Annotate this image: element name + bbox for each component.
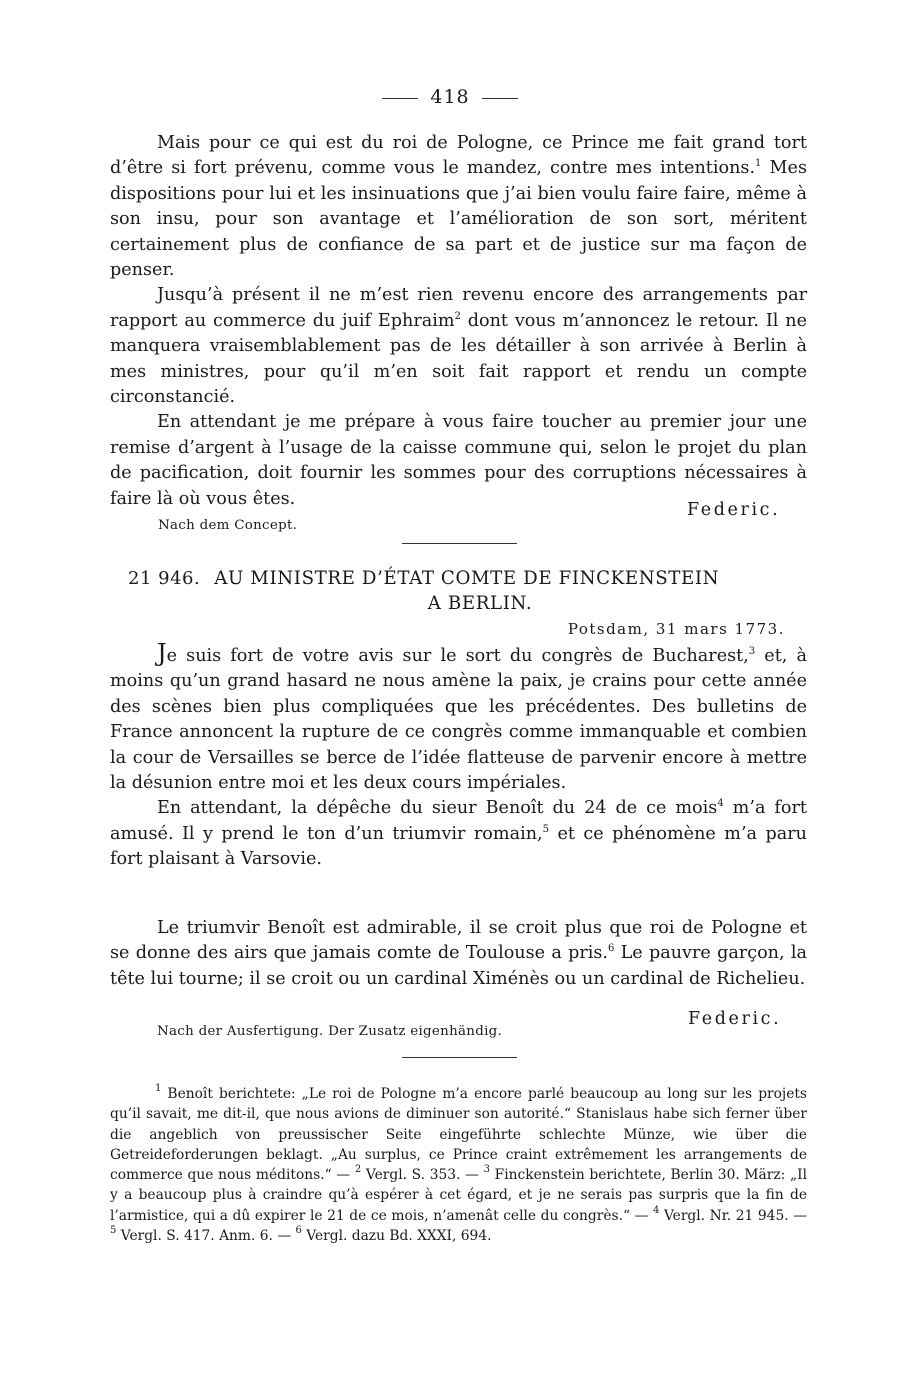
header-dash-right bbox=[482, 98, 518, 99]
footnote-ref-4: 4 bbox=[717, 798, 724, 810]
footnote-mark-2: 2 bbox=[354, 1164, 362, 1176]
footnote-ref-5: 5 bbox=[542, 823, 549, 835]
paragraph-text: Mes dispositions pour lui et les insinuations que j’ai bien voulu faire faire, même à son insu, pour son avantage et l’amélioration de son sort, méritent certainement plus de confiance de sa part et de justice sur ma façon de penser. bbox=[110, 158, 807, 281]
paragraph-text: Le pauvre garçon, la tête lui tourne; il se croit ou un cardinal Ximénès ou un cardinal de Richelieu. bbox=[110, 943, 807, 989]
paragraph-text: En attendant, la dépêche du sieur Benoît du 24 de ce mois bbox=[157, 798, 718, 819]
footnote-mark-5: 5 bbox=[110, 1225, 117, 1237]
footnote-2-text: Vergl. S. 353. — bbox=[361, 1167, 484, 1184]
page-number-header bbox=[0, 86, 900, 108]
letter-2-signature: Federic. bbox=[688, 1009, 782, 1029]
letter-1-source-note: Nach dem Concept. bbox=[158, 518, 298, 533]
letter-title-line-1: AU MINISTRE D’ÉTAT COMTE DE FINCKENSTEIN bbox=[214, 568, 720, 589]
letter-1-signature: Federic. bbox=[687, 500, 781, 520]
footnote-6-text: Vergl. dazu Bd. XXXI, 694. bbox=[301, 1228, 492, 1245]
section-divider-1 bbox=[402, 543, 517, 544]
letter-1-paragraph-3 bbox=[110, 410, 807, 512]
paragraph-text: Mais pour ce qui est du roi de Pologne, ce Prince me fait grand tort d’être si fort prévenu, comme vous le mandez, contre mes intentions. bbox=[110, 133, 807, 179]
letter-2-paragraph-3 bbox=[110, 916, 807, 992]
footnote-mark-4: 4 bbox=[653, 1204, 660, 1216]
footnote-1-text: Benoît berichtete: „Le roi de Pologne m’a encore parlé beaucoup au long sur les projets qu’il savait, me dit-il, que nous avions de diminuer son autorité.“ Stanislaus habe sich ferner über die angeblich von preussischer Seite eingeführte schlechte Münze, wie über die Getreideforderungen beklagt. „Au surplus, ce Prince craint extrêmement les arrangements de commerce que nous méditons.“ — bbox=[110, 1086, 807, 1184]
letter-2-paragraph-2 bbox=[110, 796, 807, 872]
page-number: 418 bbox=[430, 86, 470, 108]
footnote-ref-2: 2 bbox=[454, 310, 461, 322]
footnote-block bbox=[110, 1084, 807, 1246]
place-date-line: Potsdam, 31 mars 1773. bbox=[567, 620, 785, 638]
paragraph-text: dont vous m’annoncez le retour. Il ne manquera vraisemblablement pas de les détailler à son arrivée à Berlin à mes ministres, pour qu’il m’en soit fait rapport et rendu un compte circonstancié. bbox=[110, 310, 807, 408]
letter-number: 21 946. bbox=[128, 568, 201, 589]
paragraph-text: Jusqu’à présent il ne m’est rien revenu encore des arrangements par rapport au commerce du juif Ephraim bbox=[110, 285, 807, 331]
letter-1-paragraph-1 bbox=[110, 131, 807, 283]
footnotes bbox=[110, 1084, 807, 1246]
footnote-ref-1: 1 bbox=[755, 158, 762, 170]
footnote-ref-6: 6 bbox=[607, 943, 615, 955]
letter-2-heading bbox=[128, 566, 808, 616]
footnote-mark-1: 1 bbox=[155, 1083, 162, 1094]
paragraph-text: En attendant je me prépare à vous faire toucher au premier jour une remise d’argent à l’usage de la caisse commune qui, selon le projet du plan de pacification, doit fournir les sommes pour des corruptions nécessaires à faire là où vous êtes. bbox=[110, 412, 807, 509]
footnote-ref-3: 3 bbox=[748, 646, 756, 657]
footnote-4-text: Vergl. Nr. 21 945. — bbox=[659, 1207, 808, 1224]
paragraph-text: Le triumvir Benoît est admirable, il se croit plus que roi de Pologne et se donne des airs que jamais comte de Toulouse a pris. bbox=[110, 918, 807, 964]
letter-2-source-note: Nach der Ausfertigung. Der Zusatz eigenhändig. bbox=[157, 1024, 503, 1039]
letter-2-postscript bbox=[110, 916, 807, 992]
letter-2-paragraph-1 bbox=[110, 639, 807, 796]
letter-1-body bbox=[110, 131, 807, 512]
footnote-mark-3: 3 bbox=[483, 1164, 490, 1176]
letter-title-line-2: A BERLIN. bbox=[427, 593, 533, 614]
letter-2-body bbox=[110, 639, 807, 873]
drop-cap: J bbox=[157, 639, 167, 667]
paragraph-text: et, à moins qu’un grand hasard ne nous amène la paix, je crains pour cette année des scènes bien plus compliquées que les précédentes. Des bulletins de France annoncent la rupture de ce congrès comme immanquable et combien la cour de Versailles se berce de l’idée flatteuse de parvenir encore à mettre la désunion entre moi et les deux cours impériales. bbox=[110, 646, 807, 794]
footnote-5-text: Vergl. S. 417. Anm. 6. — bbox=[116, 1228, 296, 1245]
letter-1-paragraph-2 bbox=[110, 283, 807, 410]
paragraph-text: m’a fort amusé. Il y prend le ton d’un triumvir romain, bbox=[110, 798, 807, 844]
footnote-3-text: Finckenstein berichtete, Berlin 30. März: „Il y a beaucoup plus à craindre qu’à espérer à cet égard, et je ne serais pas surpris que la fin de l’armistice, qui a dû expirer le 21 de ce mois, n’amenât celle du congrès.“ — bbox=[110, 1167, 807, 1224]
header-dash-left bbox=[382, 98, 418, 99]
paragraph-text: e suis fort de votre avis sur le sort du congrès de Bucharest, bbox=[166, 646, 749, 666]
footnote-mark-6: 6 bbox=[295, 1225, 302, 1237]
paragraph-text: et ce phénomène m’a paru fort plaisant à Varsovie. bbox=[110, 823, 807, 870]
footnote-divider bbox=[402, 1057, 517, 1058]
